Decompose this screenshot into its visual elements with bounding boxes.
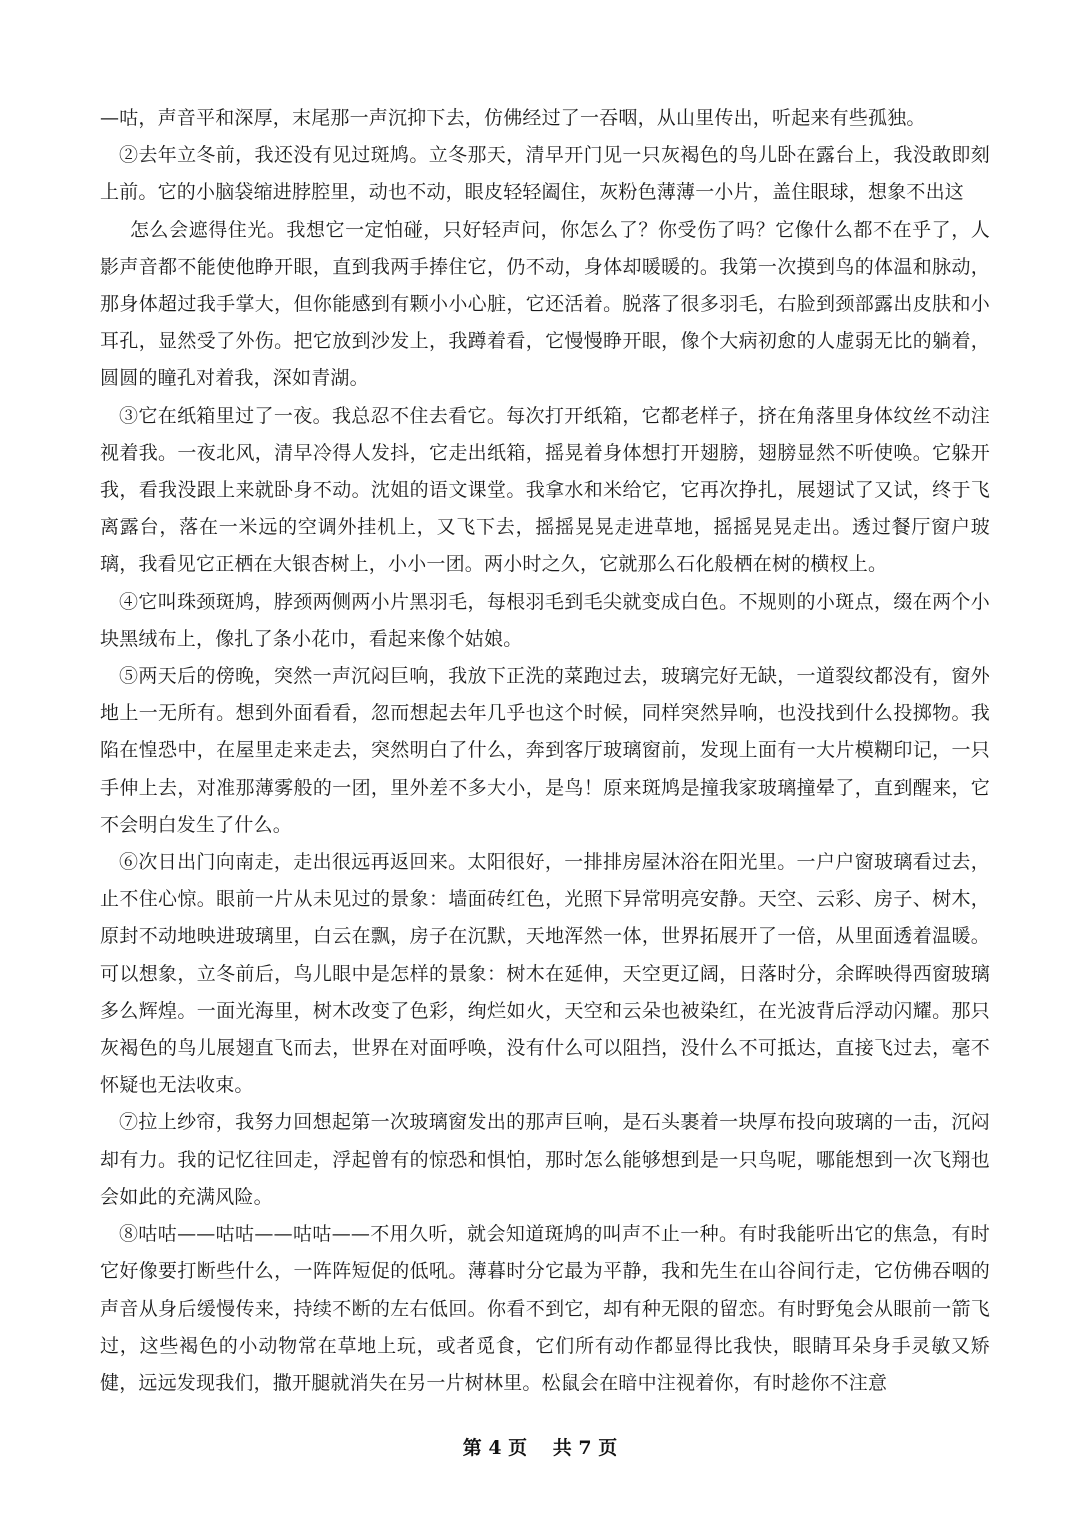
document-body [100,100,990,1402]
paragraph-9: ⑧咕咕——咕咕——咕咕——不用久听，就会知道斑鸠的叫声不止一种。有时我能听出它的焦急，有时它好像要打断些什么，一阵阵短促的低吼。薄暮时分它最为平静，我和先生在山谷间行走，它仿佛吞咽的声音从身后缓慢传来，持续不断的左右低回。你看不到它，却有种无限的留恋。有时野兔会从眼前一箭飞过，这些褐色的小动物常在草地上玩，或者觅食，它们所有动作都显得比我快，眼睛耳朵身手灵敏又矫健，远远发现我们，撒开腿就消失在另一片树林里。松鼠会在暗中注视着你，有时趁你不注意 [100,1223,990,1394]
paragraph-6: ⑤两天后的傍晚，突然一声沉闷巨响，我放下正洗的菜跑过去，玻璃完好无缺，一道裂纹都没有，窗外地上一无所有。想到外面看看，忽而想起去年几乎也这个时候，同样突然异响，也没找到什么投掷物。我陷在惶恐中，在屋里走来走去，突然明白了什么，奔到客厅玻璃窗前，发现上面有一大片模糊印记，一只手伸上去，对准那薄雾般的一团，里外差不多大小，是鸟！原来斑鸠是撞我家玻璃撞晕了，直到醒来，它不会明白发生了什么。 [100,665,990,836]
paragraph-2: ②去年立冬前，我还没有见过斑鸠。立冬那天，清早开门见一只灰褐色的鸟儿卧在露台上，我没敢即刻上前。它的小脑袋缩进脖腔里，动也不动，眼皮轻轻阖住，灰粉色薄薄一小片，盖住眼球，想象不出这 [100,144,990,204]
paragraph-5: ④它叫珠颈斑鸠，脖颈两侧两小片黑羽毛，每根羽毛到毛尖就变成白色。不规则的小斑点，缀在两个小块黑绒布上，像扎了条小花巾，看起来像个姑娘。 [100,590,990,650]
page-number-footer: 第 4 页 共 7 页 [462,1437,618,1459]
paragraph-7: ⑥次日出门向南走，走出很远再返回来。太阳很好，一排排房屋沐浴在阳光里。一户户窗玻璃看过去，止不住心惊。眼前一片从未见过的景象：墙面砖红色，光照下异常明亮安静。天空、云彩、房子、树木，原封不动地映进玻璃里，白云在飘，房子在沉默，天地浑然一体，世界拓展开了一倍，从里面透着温暖。可以想象，立冬前后，鸟儿眼中是怎样的景象：树木在延伸，天空更辽阔，日落时分，余晖映得西窗玻璃多么辉煌。一面光海里，树木改变了色彩，绚烂如火，天空和云朵也被染红，在光波背后浮动闪耀。那只灰褐色的鸟儿展翅直飞而去，世界在对面呼唤，没有什么可以阻挡，没什么不可抵达，直接飞过去，毫不怀疑也无法收束。 [100,851,990,1097]
paragraph-3: 怎么会遮得住光。我想它一定怕碰，只好轻声问，你怎么了？你受伤了吗？它像什么都不在乎了，人影声音都不能使他睁开眼，直到我两手捧住它，仍不动，身体却暖暖的。我第一次摸到鸟的体温和脉动，那身体超过我手掌大，但你能感到有颗小小心脏，它还活着。脱落了很多羽毛，右脸到颈部露出皮肤和小耳孔，显然受了外伤。把它放到沙发上，我蹲着看，它慢慢睁开眼，像个大病初愈的人虚弱无比的躺着，圆圆的瞳孔对着我，深如青湖。 [100,218,990,390]
paragraph-1: —咕，声音平和深厚，末尾那一声沉抑下去，仿佛经过了一吞咽，从山里传出，听起来有些孤独。 [100,107,926,129]
paragraph-4: ③它在纸箱里过了一夜。我总忍不住去看它。每次打开纸箱，它都老样子，挤在角落里身体纹丝不动注视着我。一夜北风，清早冷得人发抖，它走出纸箱，摇晃着身体想打开翅膀，翅膀显然不听使唤。它躲开我，看我没跟上来就卧身不动。沈姐的语文课堂。我拿水和米给它，它再次挣扎，展翅试了又试，终于飞离露台，落在一米远的空调外挂机上，又飞下去，摇摇晃晃走进草地，摇摇晃晃走出。透过餐厅窗户玻璃，我看见它正栖在大银杏树上，小小一团。两小时之久，它就那么石化般栖在树的横杈上。 [100,404,990,576]
paragraph-8: ⑦拉上纱帘，我努力回想起第一次玻璃窗发出的那声巨响，是石头裹着一块厚布投向玻璃的一击，沉闷却有力。我的记忆往回走，浮起曾有的惊恐和惧怕，那时怎么能够想到是一只鸟呢，哪能想到一次飞翔也会如此的充满风险。 [100,1111,990,1208]
